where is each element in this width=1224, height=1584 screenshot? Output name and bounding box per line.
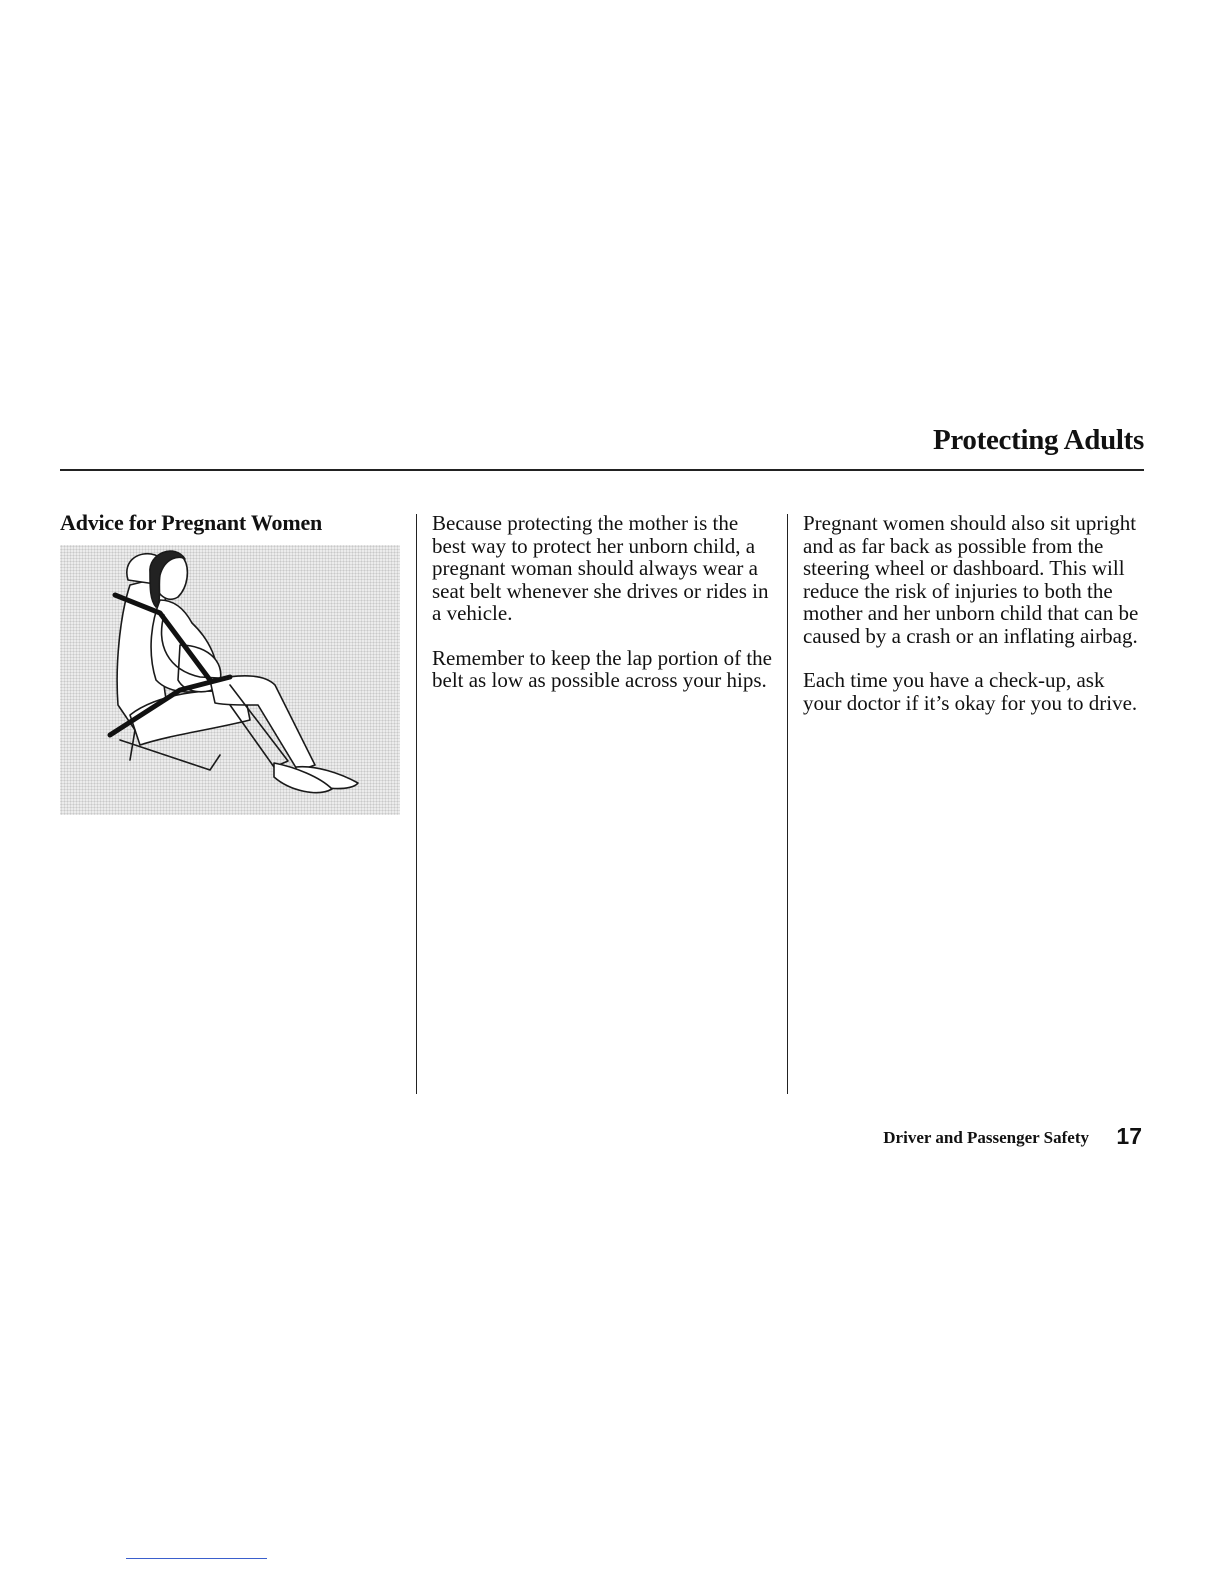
paragraph: Each time you have a check-up, ask your doctor if it’s okay for you to drive.: [803, 668, 1138, 715]
bottom-link-underline: [126, 1558, 267, 1559]
paragraph: Because protecting the mother is the best way to protect her unborn child, a pregnant woman should always wear a seat belt whenever she drives or rides in a vehicle.: [432, 511, 769, 625]
paragraph: Pregnant women should also sit upright and as far back as possible from the steering wheel or dashboard. This will reduce the risk of injuries to both the mother and her unborn child that can be caused by a crash or an inflating airbag.: [803, 511, 1139, 648]
column-right: [803, 512, 1148, 736]
column-left: [60, 512, 405, 815]
subheading: Advice for Pregnant Women: [60, 510, 323, 535]
page-number: 17: [1116, 1123, 1142, 1149]
column-divider-2: [787, 514, 788, 1094]
header-rule: [60, 469, 1144, 471]
paragraph: Remember to keep the lap portion of the belt as low as possible across your hips.: [432, 645, 772, 692]
column-divider-1: [416, 514, 417, 1094]
footer-chapter-label: Driver and Passenger Safety: [883, 1128, 1089, 1147]
pregnant-woman-seatbelt-illustration: [60, 545, 400, 815]
section-title: Protecting Adults: [932, 424, 1144, 456]
column-middle: [432, 512, 777, 714]
